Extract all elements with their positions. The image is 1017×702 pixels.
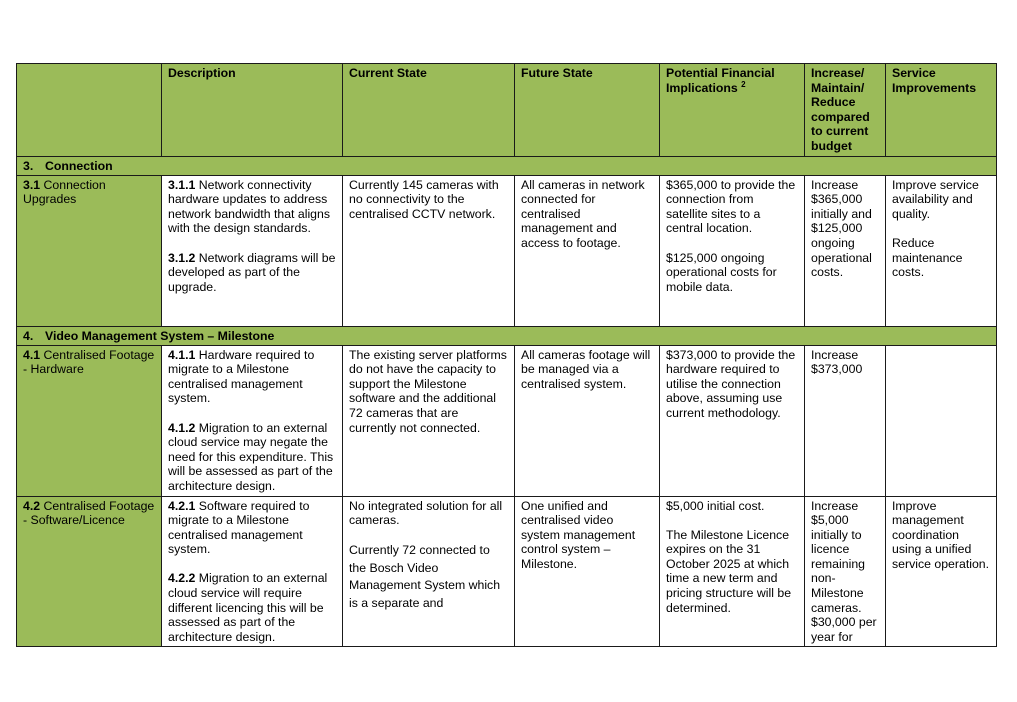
section-heading-row xyxy=(17,326,997,345)
description-item xyxy=(168,178,336,236)
budget-change-cell: Increase $365,000 initially and $125,000 ongoing operational costs. xyxy=(805,175,886,326)
header-current-state: Current State xyxy=(343,64,515,157)
current-text: No integrated solution for all cameras. xyxy=(349,498,503,528)
item-id: 4.2.1 xyxy=(168,498,196,513)
service-improvement-cell xyxy=(886,175,997,326)
row-id: 3.1 xyxy=(23,177,41,192)
row-name: Connection Upgrades xyxy=(23,177,106,207)
financial-cell: $373,000 to provide the hardware required to utilise the connection above, assuming use current methodology. xyxy=(660,345,805,496)
financial-cell xyxy=(660,496,805,647)
service-improvement-cell: Improve management coordination using a unified service operation. xyxy=(886,496,997,647)
future-state-cell: All cameras footage will be managed via a centralised system. xyxy=(515,345,660,496)
item-text: Network diagrams will be developed as part of the upgrade. xyxy=(168,250,336,294)
item-text: Network connectivity hardware updates to address network bandwidth that aligns with the design standards. xyxy=(168,177,331,236)
description-item xyxy=(168,348,336,406)
header-budget-change: Increase/ Maintain/ Reduce compared to current budget xyxy=(805,64,886,157)
service-text: Improve service availability and quality. xyxy=(892,177,979,221)
financial-cell xyxy=(660,175,805,326)
row-label-cell xyxy=(17,496,162,647)
row-name: Centralised Footage - Hardware xyxy=(23,347,155,377)
current-state-cell xyxy=(343,496,515,647)
item-id: 3.1.2 xyxy=(168,250,196,265)
header-financial-implications xyxy=(660,64,805,157)
description-item xyxy=(168,499,336,557)
row-label-cell xyxy=(17,175,162,326)
financial-text: $5,000 initial cost. xyxy=(666,498,765,513)
item-text: Software required to migrate to a Milestone centralised management system. xyxy=(168,498,310,557)
table-row xyxy=(17,345,997,496)
row-id: 4.2 xyxy=(23,498,41,513)
service-text: Reduce maintenance costs. xyxy=(892,235,963,280)
financial-text: $125,000 ongoing operational costs for mobile data. xyxy=(666,250,777,294)
section-number: 3. xyxy=(23,158,34,173)
section-heading-vms xyxy=(17,326,997,345)
current-state-cell: The existing server platforms do not have the capacity to support the Milestone software and the additional 72 cameras that are currently not connected. xyxy=(343,345,515,496)
section-title: Connection xyxy=(45,158,113,173)
header-financial-label: Potential Financial Implications xyxy=(666,66,775,95)
description-item xyxy=(168,251,336,295)
row-name: Centralised Footage - Software/Licence xyxy=(23,498,155,528)
item-id: 4.1.2 xyxy=(168,420,196,435)
section-title: Video Management System – Milestone xyxy=(45,328,275,343)
header-future-state: Future State xyxy=(515,64,660,157)
future-state-cell: One unified and centralised video system management control system – Milestone. xyxy=(515,496,660,647)
item-id: 4.2.2 xyxy=(168,571,196,586)
footnote-marker: 2 xyxy=(741,79,746,89)
header-description: Description xyxy=(162,64,343,157)
financial-text: The Milestone Licence expires on the 31 October 2025 at which time a new term and pricing structure will be determined. xyxy=(666,527,792,615)
service-improvement-cell xyxy=(886,345,997,496)
future-state-cell: All cameras in network connected for centralised management and access to footage. xyxy=(515,175,660,326)
item-text: Migration to an external cloud service may negate the need for this expenditure. This will be assessed as part of the architecture design. xyxy=(168,420,334,493)
description-cell xyxy=(162,175,343,326)
table-header-row xyxy=(17,64,997,157)
budget-table xyxy=(16,63,997,647)
current-text: Currently 72 connected to the Bosch Video Management System which is a separate and xyxy=(349,543,501,610)
header-service-improvements: Service Improvements xyxy=(886,64,997,157)
section-number: 4. xyxy=(23,328,34,343)
description-item xyxy=(168,421,336,494)
current-state-cell: Currently 145 cameras with no connectivity to the centralised CCTV network. xyxy=(343,175,515,326)
description-cell xyxy=(162,496,343,647)
budget-change-cell xyxy=(805,496,886,647)
financial-text: $365,000 to provide the connection from satellite sites to a central location. xyxy=(666,177,796,236)
section-heading-row xyxy=(17,156,997,175)
table-row xyxy=(17,496,997,647)
item-text: Hardware required to migrate to a Milestone centralised management system. xyxy=(168,347,315,406)
item-id: 3.1.1 xyxy=(168,177,196,192)
description-cell xyxy=(162,345,343,496)
section-heading-connection xyxy=(17,156,997,175)
table-row xyxy=(17,175,997,326)
row-label-cell xyxy=(17,345,162,496)
budget-change-text: Increase $5,000 initially to licence remaining non-Milestone cameras. $30,000 per year for xyxy=(811,498,877,644)
budget-change-cell: Increase $373,000 xyxy=(805,345,886,496)
description-item xyxy=(168,571,336,644)
item-text: Migration to an external cloud service will require different licencing this will be assessed as part of the architecture design. xyxy=(168,571,328,644)
row-id: 4.1 xyxy=(23,347,41,362)
item-id: 4.1.1 xyxy=(168,347,196,362)
header-blank-cell xyxy=(17,64,162,157)
